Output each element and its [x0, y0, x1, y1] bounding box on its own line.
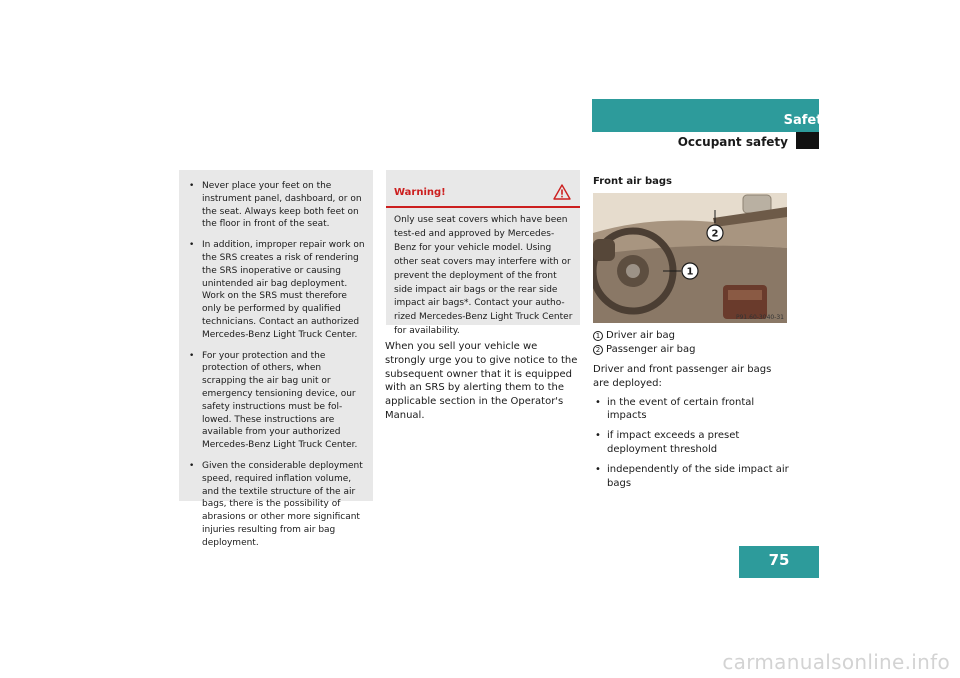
safety-note: • Never place your feet on the instrument panel, dashboard, or on the seat. Always keep both feet on the floor in front of the seat. [189, 180, 365, 231]
legend-number: 1 [593, 331, 603, 341]
warning-header [386, 170, 580, 208]
legend-number: 2 [593, 345, 603, 355]
callout-2: 2 [711, 228, 719, 240]
warning-box [386, 170, 580, 337]
legend-label: Driver air bag [606, 330, 675, 341]
header-marker [796, 132, 819, 149]
warning-text: Only use seat covers which have been test-ed and approved by Mercedes-Benz for your vehicle model. Using other seat covers may interfere with or prevent the deployment of the front side impact air bags or the rear side impact air bags*. Contact your autho-rized Mercedes-Benz Light Truck Center for availability. [394, 215, 573, 337]
front-air-bags-heading: Front air bags [593, 176, 672, 187]
cockpit-photo [593, 193, 787, 323]
deployment-condition: • if impact exceeds a preset deployment threshold [593, 429, 789, 457]
deployment-condition: • in the event of certain frontal impacts [593, 396, 789, 424]
watermark-logo: carmanualsonline.info [722, 650, 950, 674]
warning-triangle-icon [553, 184, 571, 200]
safety-note: • Given the considerable deployment speed, required inflation volume, and the textile structure of the air bags, there is the possibility of abrasions or other more significant injuries resulting from air bag deployment. [189, 460, 365, 550]
deployment-conditions [593, 396, 789, 491]
safety-note: • In addition, improper repair work on the SRS creates a risk of rendering the SRS inoperative or causing unintended air bag deployment. Work on the SRS must therefore only be performed by qualified technicians. Contact an authorized Mercedes-Benz Light Truck Center. [189, 239, 365, 341]
deployment-condition: • independently of the side impact air bags [593, 463, 789, 491]
deployment-intro: Driver and front passenger air bags are deployed: [593, 364, 772, 389]
safety-notes-list [179, 170, 373, 550]
legend-item [593, 343, 789, 357]
section-subtitle: Occupant safety [677, 135, 788, 149]
callout-1: 1 [686, 266, 694, 278]
safety-note: • For your protection and the protection of others, when scrapping the air bag unit or emergency tensioning device, our safety instructions must be fol-lowed. These instructions are available from your authorized Mercedes-Benz Light Truck Center. [189, 350, 365, 452]
image-reference: P91.60-3040-31 [735, 314, 784, 321]
safety-notes-box [179, 170, 373, 548]
warning-title: Warning! [394, 187, 446, 198]
image-legend [593, 329, 789, 357]
cockpit-illustration [593, 193, 787, 323]
resale-notice: When you sell your vehicle we strongly urge you to give notice to the subsequent owner that it is equipped with an SRS by alerting them to the applicable section in the Operator's Manual. [385, 341, 578, 421]
legend-item [593, 329, 789, 343]
front-air-bags-section [593, 175, 789, 496]
section-title: Safety and Security [783, 113, 928, 128]
legend-label: Passenger air bag [606, 344, 696, 355]
page-number: 75 [768, 551, 790, 569]
